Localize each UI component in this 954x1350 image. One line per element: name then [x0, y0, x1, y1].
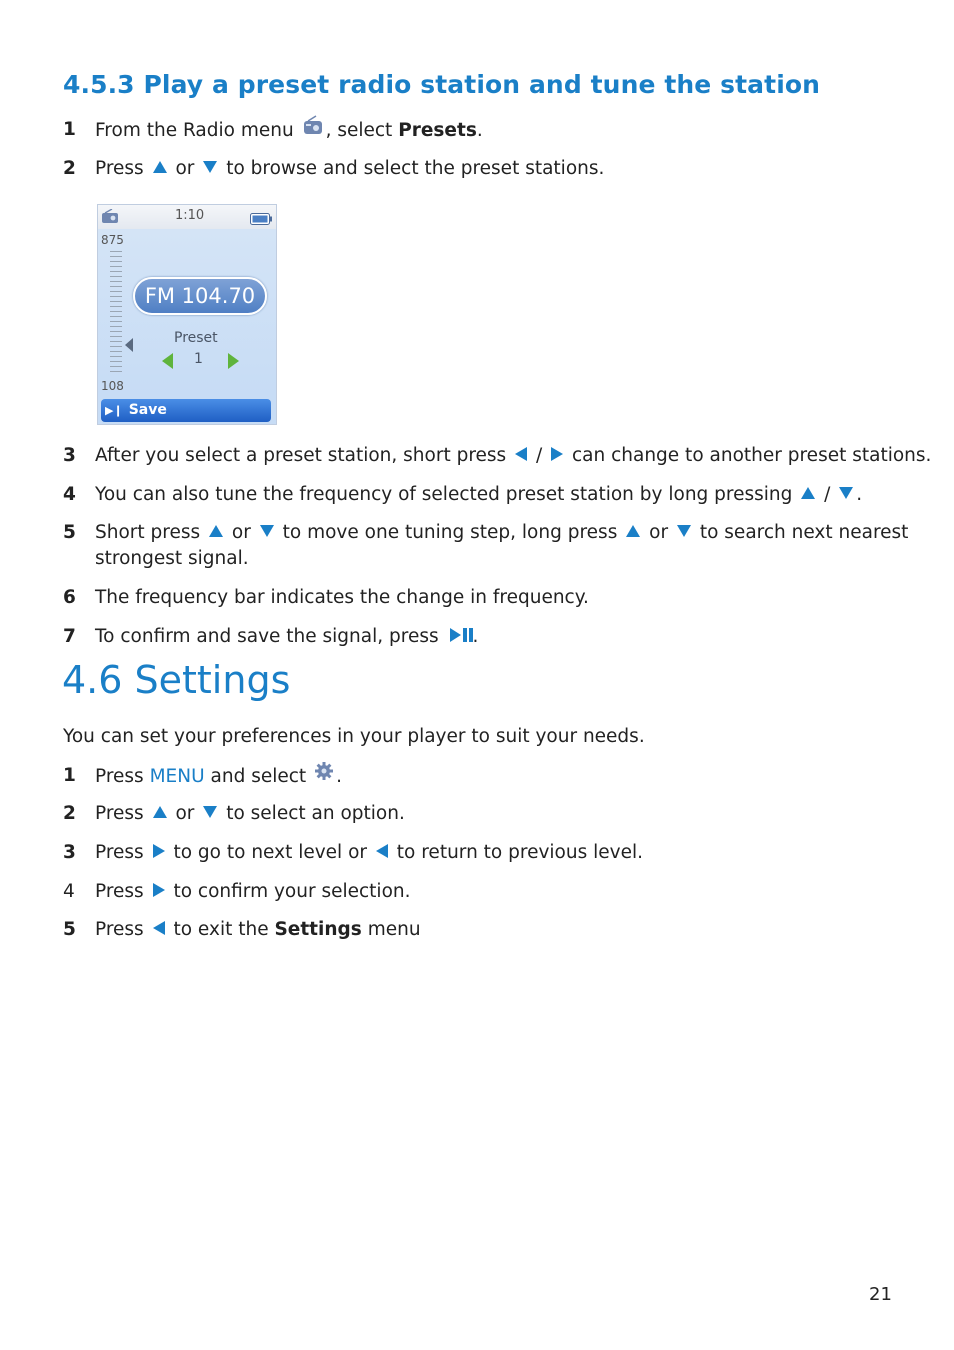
preset-label: Preset	[174, 330, 218, 346]
step-number: 1	[63, 765, 76, 786]
right-arrow-icon	[153, 844, 165, 858]
down-arrow-icon	[677, 525, 691, 537]
left-arrow-icon	[515, 447, 527, 461]
step-text: Press to exit the Settings menu	[95, 919, 421, 940]
left-arrow-icon	[153, 921, 165, 935]
frequency-bar	[110, 251, 122, 376]
up-arrow-icon	[209, 525, 223, 537]
down-arrow-icon	[203, 161, 217, 173]
freq-scale-bottom: 108	[101, 379, 124, 393]
device-screen-image	[97, 204, 277, 425]
step-number: 5	[63, 919, 76, 940]
device-time: 1:10	[175, 208, 205, 223]
preset-left-arrow-icon	[162, 353, 173, 369]
step-number: 2	[63, 158, 76, 179]
battery-icon	[250, 210, 272, 229]
step-number: 6	[63, 587, 76, 608]
step-text: Short press or to move one tuning step, long press or to search next nearest	[95, 522, 909, 543]
step-number: 5	[63, 522, 76, 543]
step-text: After you select a preset station, short press / can change to another preset stations.	[95, 445, 932, 466]
device-action-bar: ▶❙ Save	[101, 399, 271, 422]
settings-gear-icon	[314, 761, 334, 789]
step-text: Press or to select an option.	[95, 803, 405, 824]
step-text: Press to go to next level or to return to previous level.	[95, 842, 643, 863]
step-text-continued: strongest signal.	[95, 548, 249, 569]
step-text: The frequency bar indicates the change in frequency.	[95, 587, 589, 608]
down-arrow-icon	[260, 525, 274, 537]
station-frequency: FM 104.70	[133, 277, 267, 315]
menu-key-label: MENU	[149, 766, 205, 787]
settings-intro: You can set your preferences in your player to suit your needs.	[63, 726, 645, 747]
frequency-pointer-icon	[125, 338, 133, 352]
step-text: Press to confirm your selection.	[95, 881, 411, 902]
preset-number: 1	[194, 351, 203, 367]
play-pause-icon	[450, 628, 473, 642]
step-number: 1	[63, 119, 76, 140]
down-arrow-icon	[839, 487, 853, 499]
up-arrow-icon	[801, 487, 815, 499]
up-arrow-icon	[153, 161, 167, 173]
play-pause-icon: ▶❙	[105, 404, 123, 417]
left-arrow-icon	[376, 844, 388, 858]
step-text: You can also tune the frequency of selected preset station by long pressing / .	[95, 484, 863, 505]
freq-scale-top: 875	[101, 233, 124, 247]
step-number: 3	[63, 842, 76, 863]
radio-icon	[302, 115, 324, 143]
step-number: 4	[63, 881, 75, 902]
down-arrow-icon	[203, 806, 217, 818]
preset-right-arrow-icon	[228, 353, 239, 369]
section-heading-4-5-3: 4.5.3 Play a preset radio station and tune the station	[63, 70, 821, 99]
step-number: 3	[63, 445, 76, 466]
step-text: To confirm and save the signal, press .	[95, 626, 479, 647]
step-number: 7	[63, 626, 76, 647]
step-number: 4	[63, 484, 76, 505]
step-text: Press MENU and select .	[95, 763, 342, 791]
step-text: Press or to browse and select the preset stations.	[95, 158, 605, 179]
right-arrow-icon	[551, 447, 563, 461]
page-number: 21	[869, 1284, 892, 1305]
section-heading-4-6: 4.6 Settings	[62, 658, 291, 702]
right-arrow-icon	[153, 883, 165, 897]
step-text: From the Radio menu , select Presets.	[95, 117, 483, 145]
up-arrow-icon	[626, 525, 640, 537]
step-number: 2	[63, 803, 76, 824]
up-arrow-icon	[153, 806, 167, 818]
radio-icon	[101, 209, 119, 228]
